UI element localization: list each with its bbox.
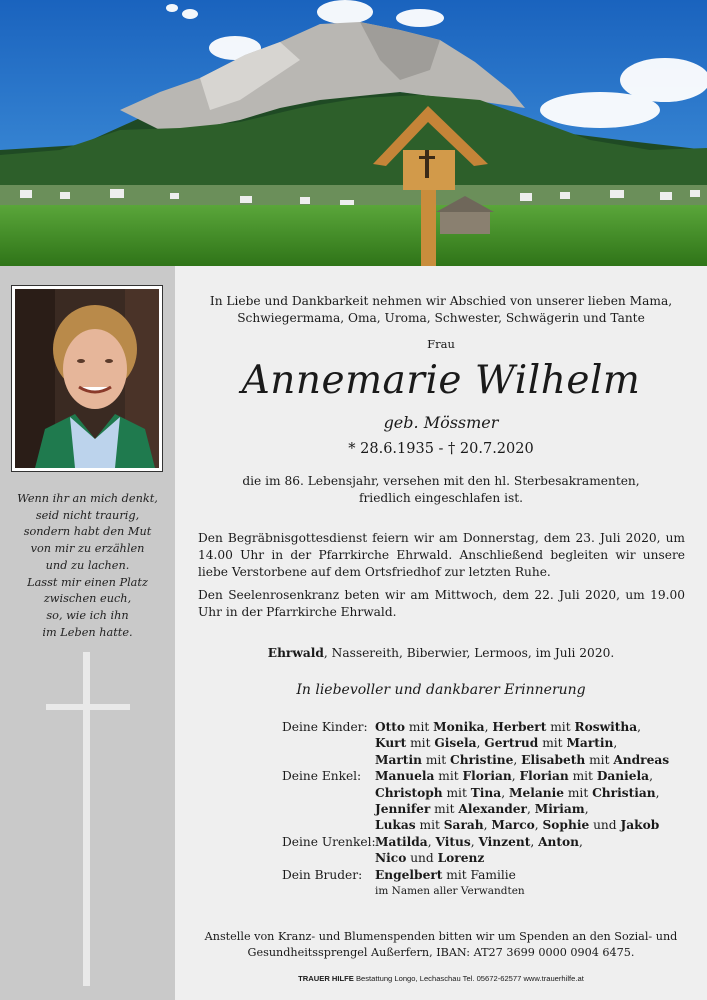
family-names: Otto mit Monika, Herbert mit Roswitha, <box>375 720 641 734</box>
poem-line: im Leben hatte. <box>42 625 133 639</box>
family-row <box>282 834 669 850</box>
poem-line: zwischen euch, <box>43 592 132 606</box>
mountain-landscape-icon <box>0 0 707 266</box>
family-label: Deine Kinder: <box>282 720 368 734</box>
poem-line: Lasst mir einen Platz <box>27 575 148 589</box>
family-row <box>282 850 669 866</box>
cross-icon <box>46 652 130 986</box>
portrait-frame <box>11 285 163 472</box>
family-names: Engelbert mit Familie <box>375 867 516 882</box>
family-names: Jennifer mit Alexander, Miriam, <box>375 802 589 817</box>
family-row <box>282 867 669 883</box>
family-names: Lukas mit Sarah, Marco, Sophie und Jakob <box>375 818 660 833</box>
place-bold: Ehrwald <box>267 646 324 660</box>
donation-line: Anstelle von Kranz- und Blumenspenden bitten wir um Spenden an den Sozial- und <box>204 930 678 943</box>
funeral-info: Den Begräbnisgottesdienst feiern wir am Donnerstag, dem 23. Juli 2020, um 14.00 Uhr in der Pfarrkirche Ehrwald. Anschließend begleiten wir unsere liebe Verstorbene auf dem Ortsfriedhof zur letzten Ruhe. <box>198 531 685 579</box>
family-row <box>282 801 669 817</box>
maiden-name: geb. Mössmer <box>383 413 499 432</box>
intro-text <box>175 293 707 327</box>
family-names: Matilda, Vitus, Vinzent, Anton, <box>375 834 583 849</box>
place-rest: , Nassereith, Biberwier, Lermoos, im Juli 2020. <box>323 646 615 660</box>
family-label: Deine Urenkel: <box>282 834 376 849</box>
intro-line: In Liebe und Dankbarkeit nehmen wir Abschied von unserer lieben Mama, <box>209 294 673 308</box>
family-names: Martin mit Christine, Elisabeth mit Andreas <box>375 752 670 767</box>
obituary-main <box>175 266 707 1000</box>
deceased-name: Annemarie Wilhelm <box>241 358 641 403</box>
family-list <box>282 719 669 899</box>
family-names: Kurt mit Gisela, Gertrud mit Martin, <box>375 736 618 751</box>
place-date-line <box>175 646 707 660</box>
passing-text <box>175 473 707 507</box>
donation-request <box>175 929 707 961</box>
family-row <box>282 785 669 801</box>
poem-line: sondern habt den Mut <box>23 525 152 539</box>
rosary-info: Den Seelenrosenkranz beten wir am Mittwoch, dem 22. Juli 2020, um 19.00 Uhr in der Pfarrkirche Ehrwald. <box>198 588 685 619</box>
family-names: Christoph mit Tina, Melanie mit Christian, <box>375 785 660 800</box>
footer-text: Bestattung Longo, Lechaschau Tel. 05672-62577 www.trauerhilfe.at <box>353 974 584 983</box>
family-row <box>282 719 669 735</box>
portrait-photo-icon <box>15 289 159 468</box>
passing-line: die im 86. Lebensjahr, versehen mit den hl. Sterbesakramenten, <box>242 474 640 488</box>
footer-brand: TRAUER HILFE <box>298 974 354 983</box>
family-label: Deine Enkel: <box>282 769 362 784</box>
donation-line: Gesundheitssprengel Außerfern, IBAN: AT27 3699 0000 0904 6475. <box>247 946 635 959</box>
poem-line: Wenn ihr an mich denkt, <box>17 492 158 505</box>
poem-line: seid nicht traurig, <box>35 508 140 522</box>
family-row <box>282 883 669 899</box>
header-landscape-photo <box>0 0 707 266</box>
poem-line: so, wie ich ihn <box>46 608 129 622</box>
relatives-note: im Namen aller Verwandten <box>375 885 525 898</box>
family-names: Nico und Lorenz <box>375 851 485 866</box>
family-row <box>282 768 669 784</box>
closing-phrase: In liebevoller und dankbarer Erinnerung <box>296 682 586 698</box>
poem-line: und zu lachen. <box>45 558 130 572</box>
family-names: Manuela mit Florian, Florian mit Daniela, <box>375 769 653 784</box>
family-row <box>282 752 669 768</box>
left-sidebar <box>0 266 175 1000</box>
title-frau: Frau <box>427 337 455 351</box>
life-dates: * 28.6.1935 - † 20.7.2020 <box>348 441 534 457</box>
funeral-home-footer <box>175 974 707 983</box>
family-row <box>282 735 669 751</box>
poem-line: von mir zu erzählen <box>30 542 145 556</box>
passing-line: friedlich eingeschlafen ist. <box>358 491 524 505</box>
intro-line: Schwiegermama, Oma, Uroma, Schwester, Schwägerin und Tante <box>237 311 645 325</box>
family-row <box>282 817 669 833</box>
memorial-poem <box>0 491 175 641</box>
family-label: Dein Bruder: <box>282 867 363 882</box>
